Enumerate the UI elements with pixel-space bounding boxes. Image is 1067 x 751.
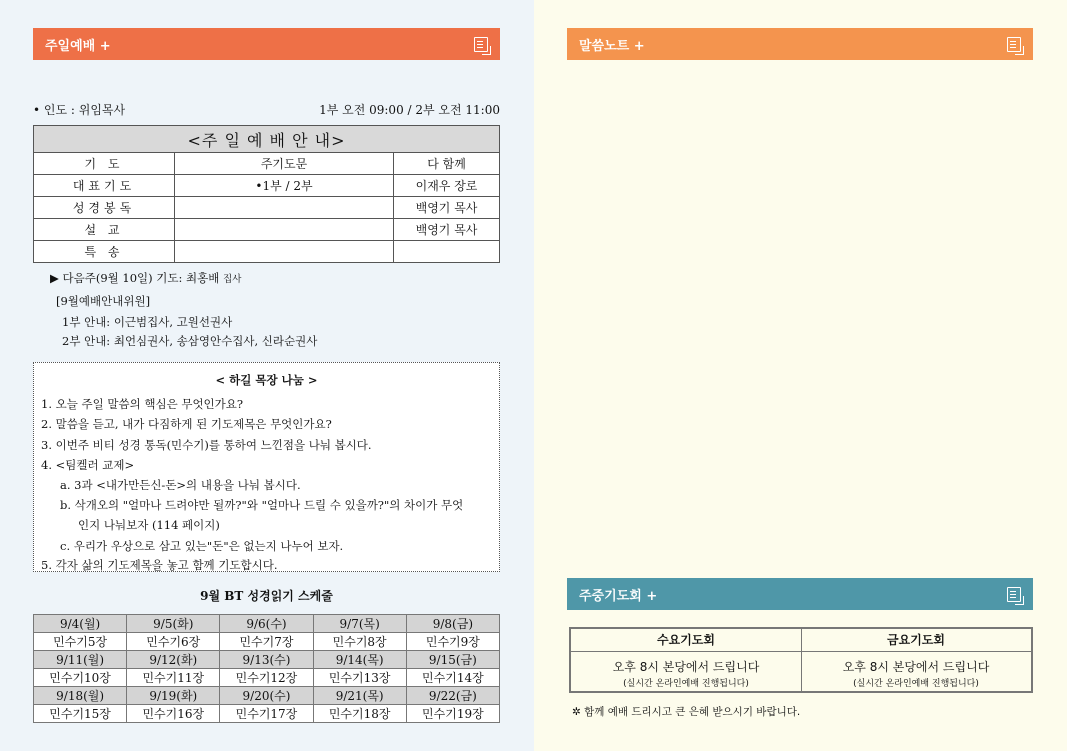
guide-label: 대표기도 <box>34 175 175 197</box>
usher-line-2: 2부 안내: 최언심권사, 송삼영안수집사, 신라순권사 <box>62 334 318 348</box>
closing-message: ✲ 함께 예배 드리시고 큰 은혜 받으시기 바랍니다. <box>572 706 801 718</box>
guide-middle: •1부 / 2부 <box>175 175 394 197</box>
leader-text: • 인도 : 위임목사 <box>33 103 126 117</box>
schedule-date: 9/13(수) <box>220 651 313 669</box>
sharing-line: 3. 이번주 비티 성경 통독(민수기)를 통하여 느낀점을 나눠 봅시다. <box>41 438 372 452</box>
sharing-line: 2. 말씀을 듣고, 내가 다짐하게 된 기도제목은 무엇인가요? <box>41 417 332 431</box>
guide-right: 다 함께 <box>394 153 500 175</box>
schedule-date: 9/6(수) <box>220 615 313 633</box>
schedule-date: 9/11(월) <box>34 651 127 669</box>
document-icon[interactable] <box>474 37 488 52</box>
guide-label: 특 송 <box>34 241 175 263</box>
schedule-title: 9월 BT 성경읽기 스케줄 <box>200 589 333 603</box>
guide-row <box>34 153 500 175</box>
next-prayer <box>50 270 241 286</box>
document-icon[interactable] <box>1007 37 1021 52</box>
friday-prayer <box>801 629 1031 691</box>
schedule-date-row <box>34 651 500 669</box>
schedule-reading: 민수기9장 <box>406 633 499 651</box>
guide-title: <주 일 예 배 안 내> <box>34 126 500 153</box>
guide-middle: 주기도문 <box>175 153 394 175</box>
schedule-date: 9/14(목) <box>313 651 406 669</box>
schedule-date: 9/7(목) <box>313 615 406 633</box>
schedule-date-row <box>34 615 500 633</box>
sermon-notes-title: 말씀노트 + <box>579 38 645 54</box>
wednesday-prayer <box>571 629 802 691</box>
schedule-reading-row <box>34 633 500 651</box>
wednesday-title: 수요기도회 <box>571 629 801 652</box>
sharing-line: c. 우리가 우상으로 삼고 있는"돈"은 없는지 나누어 보자. <box>60 539 344 553</box>
wednesday-time: 오후 8시 본당에서 드립니다 <box>612 660 760 674</box>
sharing-line: b. 삭개오의 "얼마나 드려야만 될까?"와 "얼마나 드릴 수 있을까?"의 차이가 무엇 <box>60 498 464 512</box>
schedule-date: 9/5(화) <box>127 615 220 633</box>
guide-label: 성경봉독 <box>34 197 175 219</box>
service-guide-table <box>33 125 500 263</box>
sermon-notes-header[interactable] <box>567 28 1033 60</box>
guide-row <box>34 197 500 219</box>
guide-right: 백영기 목사 <box>394 219 500 241</box>
schedule-date: 9/12(화) <box>127 651 220 669</box>
reading-schedule-table <box>33 614 500 723</box>
guide-middle <box>175 197 394 219</box>
sharing-line: 1. 오늘 주일 말씀의 핵심은 무엇인가요? <box>41 397 244 411</box>
prayer-meeting-title: 주중기도회 + <box>579 588 658 604</box>
schedule-reading: 민수기13장 <box>313 669 406 687</box>
guide-middle <box>175 219 394 241</box>
schedule-reading: 민수기19장 <box>406 705 499 723</box>
ushers-title: [9월예배안내위원] <box>56 294 151 308</box>
schedule-reading-row <box>34 669 500 687</box>
sharing-title: < 하길 목장 나눔 > <box>215 373 318 387</box>
guide-right: 백영기 목사 <box>394 197 500 219</box>
prayer-meeting-table <box>569 627 1033 693</box>
schedule-date: 9/15(금) <box>406 651 499 669</box>
guide-row <box>34 219 500 241</box>
schedule-date: 9/19(화) <box>127 687 220 705</box>
schedule-reading: 민수기17장 <box>220 705 313 723</box>
friday-time: 오후 8시 본당에서 드립니다 <box>842 660 990 674</box>
sunday-service-header[interactable] <box>33 28 500 60</box>
sharing-box <box>33 362 500 572</box>
guide-row <box>34 241 500 263</box>
schedule-reading: 민수기15장 <box>34 705 127 723</box>
schedule-date: 9/4(월) <box>34 615 127 633</box>
schedule-date: 9/8(금) <box>406 615 499 633</box>
friday-title: 금요기도회 <box>801 629 1031 652</box>
sharing-line: a. 3과 <내가만든신-돈>의 내용을 나눠 봅시다. <box>60 478 301 492</box>
schedule-reading-row <box>34 705 500 723</box>
schedule-reading: 민수기16장 <box>127 705 220 723</box>
guide-right: 이재우 장로 <box>394 175 500 197</box>
schedule-reading: 민수기7장 <box>220 633 313 651</box>
schedule-date-row <box>34 687 500 705</box>
schedule-reading: 민수기6장 <box>127 633 220 651</box>
prayer-meeting-header[interactable] <box>567 578 1033 610</box>
guide-middle <box>175 241 394 263</box>
schedule-reading: 민수기5장 <box>34 633 127 651</box>
service-times: 1부 오전 09:00 / 2부 오전 11:00 <box>319 103 500 117</box>
schedule-reading: 민수기8장 <box>313 633 406 651</box>
schedule-date: 9/22(금) <box>406 687 499 705</box>
sharing-line: 5. 각자 삶의 기도제목을 놓고 함께 기도합시다. <box>41 558 278 572</box>
next-prayer-title: 집사 <box>223 274 242 285</box>
sharing-line: 인지 나눠보자 (114 페이지) <box>78 518 220 532</box>
next-prayer-text: ▶ 다음주(9월 10일) 기도: 최홍배 <box>50 271 220 285</box>
guide-label: 기 도 <box>34 153 175 175</box>
guide-row <box>34 175 500 197</box>
schedule-reading: 민수기10장 <box>34 669 127 687</box>
sunday-service-title: 주일예배 + <box>45 38 111 54</box>
schedule-date: 9/18(월) <box>34 687 127 705</box>
guide-label: 설 교 <box>34 219 175 241</box>
schedule-reading: 민수기14장 <box>406 669 499 687</box>
schedule-date: 9/20(수) <box>220 687 313 705</box>
sharing-line: 4. <팀켈러 교제> <box>41 458 135 472</box>
friday-note: (실시간 온라인예배 진행됩니다) <box>853 679 979 689</box>
usher-line-1: 1부 안내: 이근범집사, 고원선권사 <box>62 315 233 329</box>
schedule-reading: 민수기12장 <box>220 669 313 687</box>
document-icon[interactable] <box>1007 587 1021 602</box>
guide-right <box>394 241 500 263</box>
leader-row <box>33 101 500 118</box>
schedule-reading: 민수기18장 <box>313 705 406 723</box>
wednesday-note: (실시간 온라인예배 진행됩니다) <box>623 679 749 689</box>
schedule-reading: 민수기11장 <box>127 669 220 687</box>
schedule-date: 9/21(목) <box>313 687 406 705</box>
